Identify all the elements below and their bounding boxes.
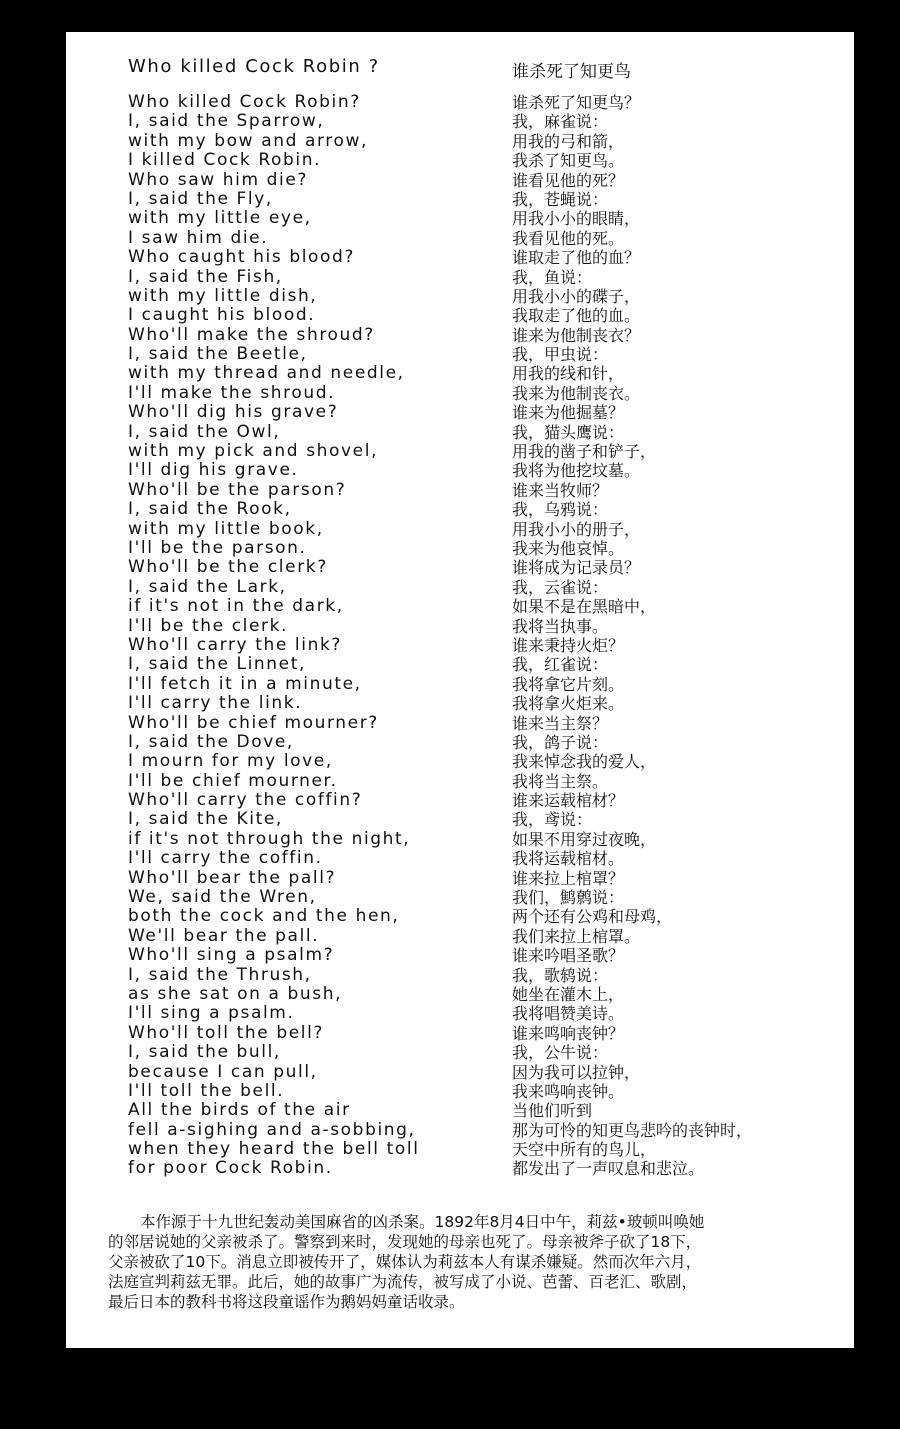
poem-line-en: I caught his blood. [128, 305, 316, 326]
poem-line-en: Who'll make the shroud? [128, 324, 375, 345]
poem-line-zh: 我，云雀说： [512, 577, 609, 597]
poem-line-en: with my thread and needle, [128, 363, 405, 384]
poem-line-en: I'll sing a psalm. [128, 1003, 295, 1024]
poem-line-zh: 我看见他的死。 [512, 228, 625, 248]
poem-line-en: I'll fetch it in a minute, [128, 673, 362, 694]
poem-line-zh: 用我的线和针， [512, 364, 625, 384]
poem-line-en: I'll be chief mourner. [128, 770, 338, 791]
poem-line-en: Who saw him die? [128, 169, 309, 190]
poem-line-zh: 我，红雀说： [512, 655, 609, 675]
poem-line-en: I, said the Fish, [128, 266, 283, 287]
chinese-poem [512, 93, 752, 1179]
poem-line-en: I, said the Lark, [128, 576, 287, 597]
poem-line-zh: 用我小小的碟子， [512, 286, 641, 306]
poem-line-en: I'll toll the bell. [128, 1080, 285, 1101]
poem-line-zh: 谁来为他制丧衣？ [512, 325, 641, 345]
poem-line-en: Who caught his blood? [128, 247, 356, 268]
poem-line-en: with my little book, [128, 518, 324, 539]
poem-line-zh: 我将运载棺材。 [512, 849, 625, 869]
note-line: 父亲被砍了10下。消息立即被传开了，媒体认为莉兹本人有谋杀嫌疑。然而次年六月， [108, 1253, 702, 1271]
english-poem [128, 93, 420, 1179]
poem-line-en: Who'll be the clerk? [128, 557, 328, 578]
poem-line-en: as she sat on a bush, [128, 983, 343, 1004]
poem-line-en: I'll be the parson. [128, 537, 307, 558]
note-line: 本作源于十九世纪轰动美国麻省的凶杀案。1892年8月4日中午，莉兹•玻顿叫唤她 [140, 1213, 705, 1231]
poem-line-en: Who'll sing a psalm? [128, 945, 335, 966]
poem-line-zh: 天空中所有的鸟儿， [512, 1140, 657, 1160]
poem-line-zh: 我将当执事。 [512, 616, 609, 636]
poem-line-zh: 因为我可以拉钟， [512, 1062, 641, 1082]
poem-line-en: Who'll carry the link? [128, 634, 343, 655]
poem-line-en: I'll dig his grave. [128, 460, 299, 481]
poem-line-zh: 我，鸽子说： [512, 732, 609, 752]
poem-line-en: I, said the Linnet, [128, 654, 306, 675]
poem-line-zh: 用我小小的眼睛， [512, 209, 641, 229]
poem-line-en: if it's not through the night, [128, 828, 411, 849]
poem-line-zh: 用我的凿子和铲子， [512, 442, 657, 462]
poem-line-zh: 我来悼念我的爱人， [512, 752, 657, 772]
poem-line-en: I, said the bull, [128, 1042, 281, 1063]
poem-line-zh: 当他们听到 [512, 1101, 593, 1121]
poem-line-en: I'll carry the link. [128, 693, 303, 714]
poem-line-en: I, said the Fly, [128, 188, 273, 209]
poem-line-zh: 两个还有公鸡和母鸡， [512, 907, 673, 927]
poem-line-zh: 如果不是在黑暗中， [512, 597, 657, 617]
poem-line-zh: 如果不用穿过夜晚， [512, 829, 657, 849]
poem-line-en: I, said the Owl, [128, 421, 281, 442]
document-page [66, 32, 854, 1348]
poem-line-zh: 我，鸢说： [512, 810, 593, 830]
english-title: Who killed Cock Robin ? [128, 56, 380, 77]
poem-line-zh: 我，甲虫说： [512, 345, 609, 365]
poem-line-zh: 谁来秉持火炬？ [512, 635, 625, 655]
poem-line-zh: 我，歌鸫说： [512, 965, 609, 985]
poem-line-zh: 我，公牛说： [512, 1043, 609, 1063]
poem-line-en: when they heard the bell toll [128, 1139, 420, 1160]
poem-line-en: I, said the Rook, [128, 499, 292, 520]
poem-line-en: All the birds of the air [128, 1100, 351, 1121]
poem-line-en: Who'll be the parson? [128, 479, 347, 500]
poem-line-zh: 谁来当牧师？ [512, 480, 609, 500]
poem-line-en: I, said the Sparrow, [128, 111, 325, 132]
poem-line-zh: 用我小小的册子， [512, 519, 641, 539]
poem-line-en: Who killed Cock Robin? [128, 92, 361, 112]
poem-line-zh: 谁来拉上棺罩？ [512, 868, 625, 888]
poem-line-en: I mourn for my love, [128, 751, 333, 772]
poem-line-en: fell a-sighing and a-sobbing, [128, 1119, 416, 1140]
poem-line-zh: 谁来吟唱圣歌？ [512, 946, 625, 966]
poem-line-en: with my little dish, [128, 285, 318, 306]
poem-line-zh: 我，猫头鹰说： [512, 422, 625, 442]
poem-line-zh: 谁来为他掘墓？ [512, 403, 625, 423]
poem-line-zh: 我，麻雀说： [512, 112, 609, 132]
poem-line-zh: 谁来当主祭？ [512, 713, 609, 733]
poem-line-zh: 谁看见他的死？ [512, 170, 625, 190]
poem-line-zh: 我，乌鸦说： [512, 500, 609, 520]
poem-line-zh: 那为可怜的知更鸟悲吟的丧钟时， [512, 1120, 753, 1140]
note-line: 最后日本的教科书将这段童谣作为鹅妈妈童话收录。 [108, 1293, 465, 1311]
poem-line-en: because I can pull, [128, 1061, 318, 1082]
poem-line-zh: 我，苍蝇说： [512, 189, 609, 209]
poem-line-en: We'll bear the pall. [128, 925, 320, 946]
poem-line-en: Who'll dig his grave? [128, 402, 339, 423]
poem-line-en: if it's not in the dark, [128, 596, 344, 617]
poem-line-zh: 我，鱼说： [512, 267, 593, 287]
poem-line-zh: 都发出了一声叹息和悲泣。 [512, 1159, 705, 1179]
poem-line-en: for poor Cock Robin. [128, 1158, 333, 1179]
poem-line-zh: 谁杀死了知更鸟？ [512, 93, 641, 112]
poem-line-en: I'll be the clerk. [128, 615, 289, 636]
poem-line-zh: 谁取走了他的血？ [512, 248, 641, 268]
poem-line-zh: 她坐在灌木上， [512, 984, 625, 1004]
poem-line-en: both the cock and the hen, [128, 906, 400, 927]
poem-line-zh: 我来为他制丧衣。 [512, 383, 641, 403]
poem-line-zh: 我们来拉上棺罩。 [512, 926, 641, 946]
poem-line-zh: 我来为他哀悼。 [512, 538, 625, 558]
note-line: 法庭宣判莉兹无罪。此后，她的故事广为流传，被写成了小说、芭蕾、百老汇、歌剧， [108, 1273, 698, 1291]
poem-line-en: I'll make the shroud. [128, 382, 336, 403]
poem-line-en: with my bow and arrow, [128, 130, 369, 151]
poem-line-en: I saw him die. [128, 227, 269, 248]
poem-line-zh: 我将当主祭。 [512, 771, 609, 791]
poem-line-en: Who'll carry the coffin? [128, 790, 363, 811]
poem-line-zh: 我来鸣响丧钟。 [512, 1081, 625, 1101]
poem-line-en: with my pick and shovel, [128, 441, 379, 462]
poem-line-en: I, said the Dove, [128, 731, 294, 752]
poem-line-zh: 我取走了他的血。 [512, 306, 641, 326]
poem-line-en: with my little eye, [128, 208, 312, 229]
note-line: 的邻居说她的父亲被杀了。警察到来时，发现她的母亲也死了。母亲被斧子砍了18下， [108, 1233, 702, 1251]
poem-line-zh: 我杀了知更鸟。 [512, 151, 625, 171]
poem-line-zh: 我们，鹪鹩说： [512, 888, 625, 908]
poem-line-zh: 我将唱赞美诗。 [512, 1004, 625, 1024]
poem-line-en: I, said the Thrush, [128, 964, 312, 985]
poem-line-zh: 谁来运载棺材？ [512, 791, 625, 811]
poem-line-en: Who'll be chief mourner? [128, 712, 379, 733]
poem-line-en: I, said the Kite, [128, 809, 283, 830]
poem-line-en: I, said the Beetle, [128, 344, 308, 365]
poem-line-en: I killed Cock Robin. [128, 150, 322, 171]
poem-line-en: Who'll toll the bell? [128, 1022, 325, 1043]
poem-line-en: Who'll bear the pall? [128, 867, 337, 888]
poem-line-zh: 用我的弓和箭， [512, 131, 625, 151]
poem-line-en: I'll carry the coffin. [128, 848, 323, 869]
poem-line-zh: 我将为他挖坟墓。 [512, 461, 641, 481]
poem-line-zh: 我将拿火炬来。 [512, 694, 625, 714]
background-note [108, 1212, 824, 1312]
poem-line-zh: 谁将成为记录员？ [512, 558, 641, 578]
chinese-title: 谁杀死了知更鸟 [512, 62, 631, 82]
poem-line-en: We, said the Wren, [128, 887, 317, 908]
poem-line-zh: 我将拿它片刻。 [512, 674, 625, 694]
poem-line-zh: 谁来鸣响丧钟？ [512, 1023, 625, 1043]
